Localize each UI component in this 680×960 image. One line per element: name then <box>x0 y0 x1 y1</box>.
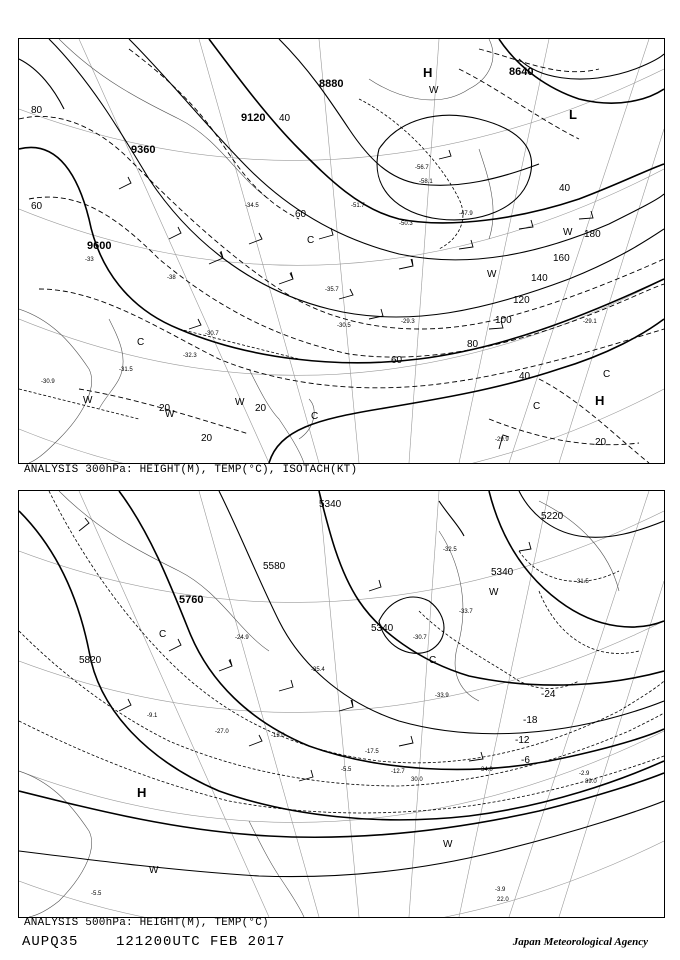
station-value: -33 <box>85 257 94 263</box>
system-marker: C <box>429 655 437 666</box>
system-marker: W <box>429 85 439 96</box>
isotach-label: 40 <box>279 113 291 124</box>
station-value: -58.1 <box>419 179 433 185</box>
station-value: -30.7 <box>205 331 219 337</box>
station-value: -12.0 <box>271 733 285 739</box>
station-value: -47.9 <box>459 211 473 217</box>
height-contours <box>19 491 664 877</box>
system-marker: W <box>235 397 245 408</box>
height-label: 5580 <box>263 561 286 572</box>
isotach-label: 60 <box>295 209 307 220</box>
system-marker: H <box>137 785 147 800</box>
station-value: -35.7 <box>325 287 339 293</box>
station-value: -29.9 <box>495 437 509 443</box>
station-value: -3.9 <box>495 887 506 893</box>
height-label: 5220 <box>541 511 564 522</box>
map-300hpa-svg <box>19 39 664 463</box>
height-label: 5340 <box>491 567 514 578</box>
graticule <box>19 491 664 917</box>
isotach-label: 20 <box>159 403 171 414</box>
station-value: 39.0 <box>585 779 597 785</box>
panel-caption-300hpa: ANALYSIS 300hPa: HEIGHT(M), TEMP(°C), ISOTACH(KT) <box>24 464 358 476</box>
system-marker: W <box>149 865 159 876</box>
station-value: -5.5 <box>91 891 102 897</box>
isotach-label: 80 <box>31 105 43 116</box>
station-value: -9.1 <box>147 713 158 719</box>
valid-time: 121200UTC FEB 2017 <box>116 934 286 950</box>
height-label: 8880 <box>319 78 344 90</box>
system-marker: W <box>443 839 453 850</box>
system-marker: C <box>311 411 319 422</box>
station-value: -35.4 <box>311 667 325 673</box>
wind-barbs <box>79 518 531 781</box>
isotherm-label: -18 <box>523 715 538 726</box>
height-contours <box>19 39 664 463</box>
isotach-label: 100 <box>495 315 512 326</box>
isotach-label: 80 <box>467 339 479 350</box>
product-id: AUPQ35 <box>22 934 79 950</box>
isotach-label: 60 <box>31 201 43 212</box>
system-marker: C <box>159 629 167 640</box>
system-marker: C <box>137 337 145 348</box>
height-label: 5340 <box>319 499 342 510</box>
isotherm-label: -6 <box>521 755 530 766</box>
station-value: -27.0 <box>215 729 229 735</box>
station-value: -29.3 <box>401 319 415 325</box>
system-marker: W <box>165 409 175 420</box>
station-value: -17.5 <box>365 749 379 755</box>
station-value: -32.5 <box>443 547 457 553</box>
product-header <box>22 934 285 950</box>
isotach-label: 20 <box>201 433 213 444</box>
station-value: -51.7 <box>351 203 365 209</box>
isotach-label: 120 <box>513 295 530 306</box>
station-value: -50.3 <box>399 221 413 227</box>
isotach-label: 160 <box>553 253 570 264</box>
station-value: -34.5 <box>245 203 259 209</box>
station-value: -12.7 <box>391 769 405 775</box>
height-label: 9360 <box>131 144 156 156</box>
panel-caption-500hpa: ANALYSIS 500hPa: HEIGHT(M), TEMP(°C) <box>24 917 269 929</box>
isotherm-label: -24 <box>541 689 556 700</box>
station-value: -31.5 <box>119 367 133 373</box>
analysis-300hpa-map <box>18 38 665 464</box>
station-value: -30.9 <box>41 379 55 385</box>
station-value: -30.5 <box>337 323 351 329</box>
system-marker: W <box>487 269 497 280</box>
isotherms <box>19 491 664 813</box>
station-value: -5.5 <box>341 767 352 773</box>
height-label: 9120 <box>241 112 266 124</box>
isotach-label: 140 <box>531 273 548 284</box>
isotach-label: 60 <box>391 355 403 366</box>
analysis-500hpa-map <box>18 490 665 918</box>
system-marker: C <box>307 235 315 246</box>
system-marker: W <box>83 395 93 406</box>
system-marker: H <box>423 65 433 80</box>
station-value: -56.7 <box>415 165 429 171</box>
station-value: -33.7 <box>459 609 473 615</box>
system-marker: W <box>489 587 499 598</box>
station-value: -31.5 <box>575 579 589 585</box>
height-label: 5760 <box>179 594 204 606</box>
height-label: 5820 <box>79 655 102 666</box>
system-marker: C <box>533 401 541 412</box>
station-value: -38 <box>167 275 176 281</box>
station-value: -30.7 <box>413 635 427 641</box>
height-label: 5340 <box>371 623 394 634</box>
agency-name: Japan Meteorological Agency <box>512 936 648 948</box>
system-marker: W <box>563 227 573 238</box>
station-value: -2.9 <box>579 771 590 777</box>
station-value: 34.0 <box>481 767 493 773</box>
isotach-label: 180 <box>584 229 601 240</box>
station-value: -33.9 <box>435 693 449 699</box>
height-label: 9600 <box>87 240 112 252</box>
isotach-label: 20 <box>595 437 607 448</box>
station-value: -24.9 <box>235 635 249 641</box>
graticule <box>19 39 664 463</box>
map-500hpa-svg <box>19 491 664 917</box>
station-value: 30.0 <box>411 777 423 783</box>
isotach-label: 40 <box>519 371 531 382</box>
system-marker: C <box>603 369 611 380</box>
isotach-label: 20 <box>255 403 267 414</box>
height-label: 8640 <box>509 66 534 78</box>
isotach-label: 40 <box>559 183 571 194</box>
station-value: 22.0 <box>497 897 509 903</box>
system-marker: L <box>569 107 577 122</box>
isotherm-label: -12 <box>515 735 530 746</box>
station-value: -32.3 <box>183 353 197 359</box>
station-value: -29.1 <box>583 319 597 325</box>
system-marker: H <box>595 393 605 408</box>
